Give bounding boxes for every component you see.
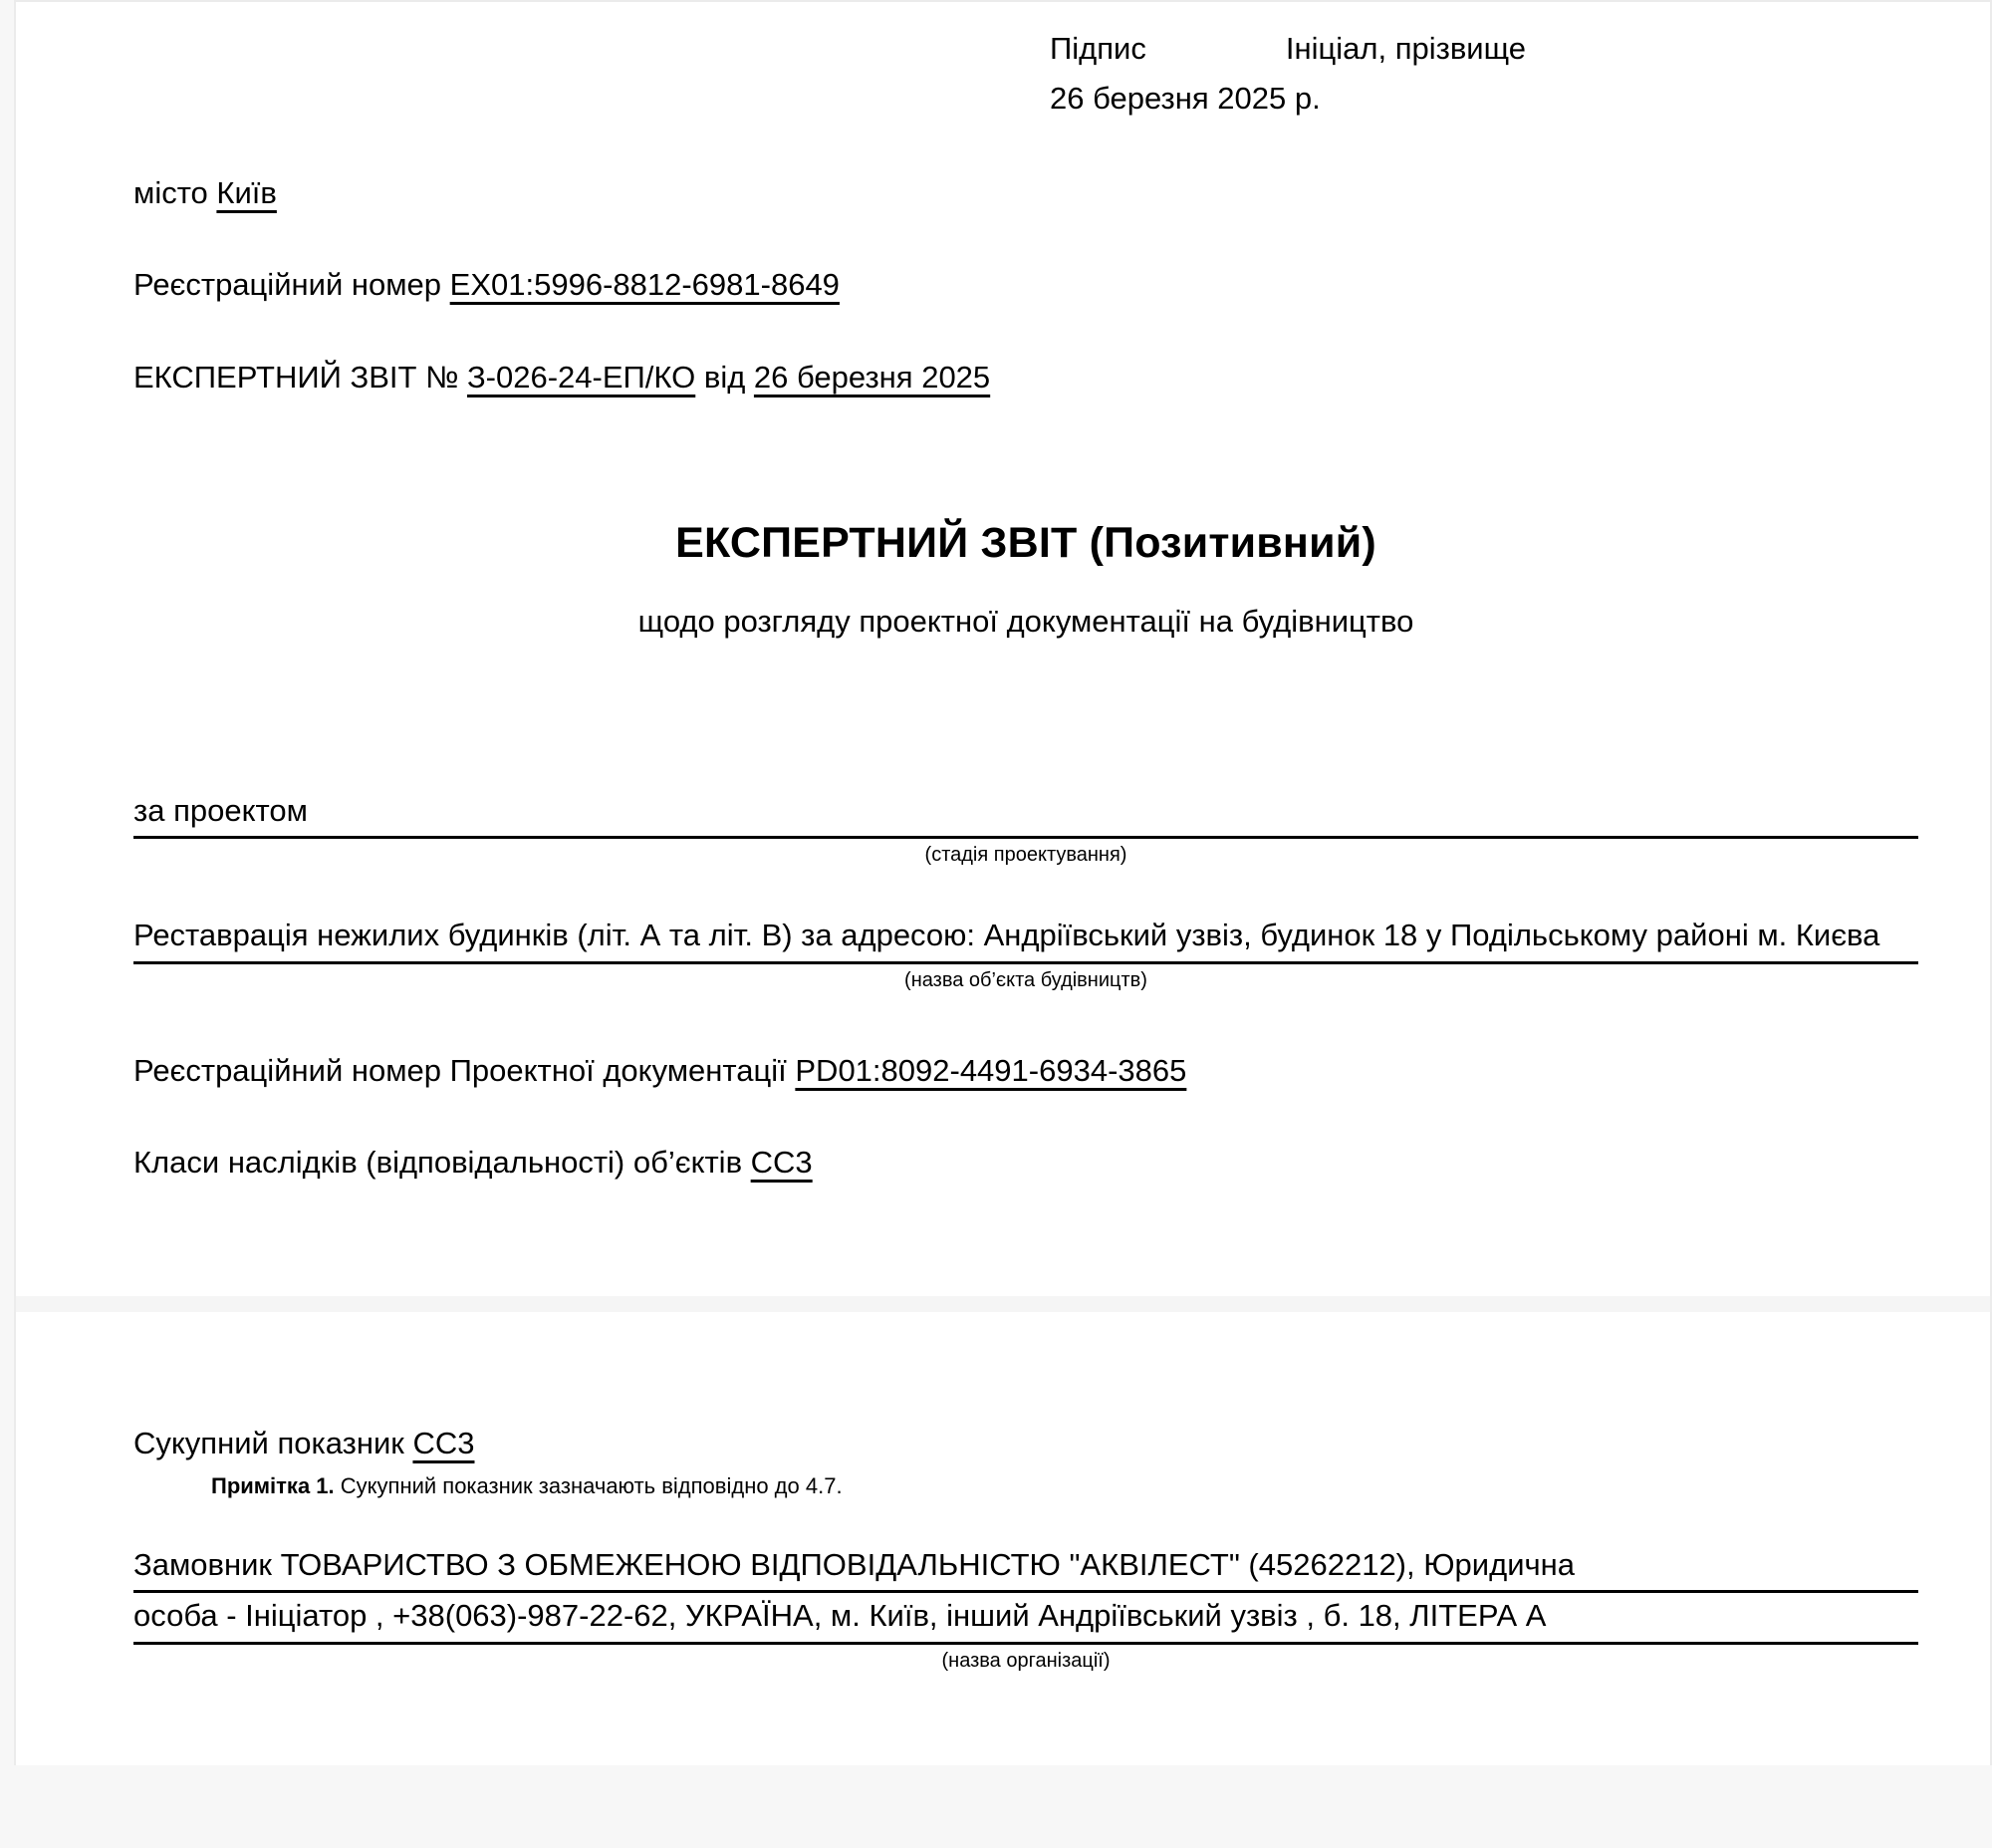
registration-number-line bbox=[133, 261, 1918, 309]
header-date: 26 березня 2025 р. bbox=[1050, 81, 1321, 117]
aggregate-indicator-line bbox=[133, 1420, 1918, 1467]
customer-caption: (назва організації) bbox=[941, 1649, 1111, 1672]
customer-line-2 bbox=[133, 1593, 1918, 1645]
page2-bottom-spacer bbox=[133, 1674, 1918, 1765]
report-date-value: 26 березня 2025 bbox=[753, 359, 991, 395]
construction-object-value: Реставрація нежилих будинків (літ. А та літ. В) за адресою: Андріївський узвіз, будинок 18 у Подільському районі м. Києва bbox=[133, 914, 1918, 964]
page2-top-spacer bbox=[133, 1312, 1918, 1420]
note-1 bbox=[133, 1471, 1918, 1502]
project-doc-value: PD01:8092-4491-6934-3865 bbox=[795, 1052, 1187, 1088]
project-doc-label: Реєстраційний номер Проектної документації bbox=[133, 1052, 796, 1088]
header-date-row bbox=[1050, 74, 1918, 124]
city-line bbox=[133, 169, 1918, 217]
report-from-label: від bbox=[695, 359, 754, 395]
stage-object-spacer bbox=[133, 868, 1918, 914]
consequence-classes-value: СС3 bbox=[750, 1144, 813, 1180]
aggregate-indicator-block bbox=[133, 1420, 1918, 1467]
document-meta bbox=[133, 169, 1918, 400]
field-construction-object bbox=[133, 914, 1918, 993]
report-number-label: ЕКСПЕРТНИЙ ЗВІТ № bbox=[133, 359, 467, 395]
aggregate-indicator-label: Сукупний показник bbox=[133, 1425, 413, 1460]
signature-labels-row bbox=[1050, 24, 1918, 74]
registration-number-value: EX01:5996-8812-6981-8649 bbox=[449, 267, 840, 303]
object-docnum-spacer bbox=[133, 993, 1918, 1039]
project-doc-block bbox=[133, 1047, 1918, 1187]
title-bottom-spacer bbox=[133, 640, 1918, 789]
field-design-stage bbox=[133, 789, 1918, 869]
consequence-classes-line bbox=[133, 1139, 1918, 1187]
customer-label: Замовник bbox=[133, 1546, 281, 1582]
page-break-separator bbox=[14, 1296, 1992, 1312]
page-title: ЕКСПЕРТНИЙ ЗВІТ (Позитивний) bbox=[675, 518, 1376, 567]
construction-object-caption: (назва об’єкта будівництв) bbox=[904, 968, 1147, 991]
design-stage-value: за проектом bbox=[133, 789, 1918, 840]
city-label: місто bbox=[133, 175, 217, 211]
page1-bottom-spacer bbox=[133, 1187, 1918, 1296]
project-doc-line bbox=[133, 1047, 1918, 1095]
report-number-line bbox=[133, 354, 1918, 401]
customer-details: особа - Ініціатор , +38(063)-987-22-62, УКРАЇНА, м. Київ, інший Андріївський узвіз , б. 18, ЛІТЕРА А bbox=[133, 1598, 1547, 1634]
signature-label: Підпис bbox=[1050, 31, 1146, 66]
customer-name: ТОВАРИСТВО З ОБМЕЖЕНОЮ ВІДПОВІДАЛЬНІСТЮ "АКВІЛЕСТ" (45262212), Юридична bbox=[280, 1546, 1576, 1582]
note-1-text: Сукупний показник зазначають відповідно до 4.7. bbox=[334, 1472, 843, 1498]
document-page-1 bbox=[14, 0, 1992, 1296]
consequence-classes-label: Класи наслідків (відповідальності) об’єктів bbox=[133, 1144, 751, 1180]
report-number-value: З-026-24-ЕП/КО bbox=[466, 359, 696, 395]
signature-header bbox=[133, 24, 1918, 124]
customer-line-1 bbox=[133, 1542, 1918, 1594]
document-page-2 bbox=[14, 1312, 1992, 1765]
aggregate-indicator-value: СС3 bbox=[412, 1425, 475, 1460]
page-subtitle: щодо розгляду проектної документації на будівництво bbox=[637, 603, 1414, 639]
registration-number-label: Реєстраційний номер bbox=[133, 267, 450, 303]
initial-surname-label: Ініціал, прізвище bbox=[1285, 31, 1527, 66]
customer-block bbox=[133, 1542, 1918, 1674]
city-value: Київ bbox=[216, 175, 277, 211]
design-stage-caption: (стадія проектування) bbox=[924, 844, 1127, 867]
note-1-prefix: Примітка 1. bbox=[211, 1472, 335, 1498]
